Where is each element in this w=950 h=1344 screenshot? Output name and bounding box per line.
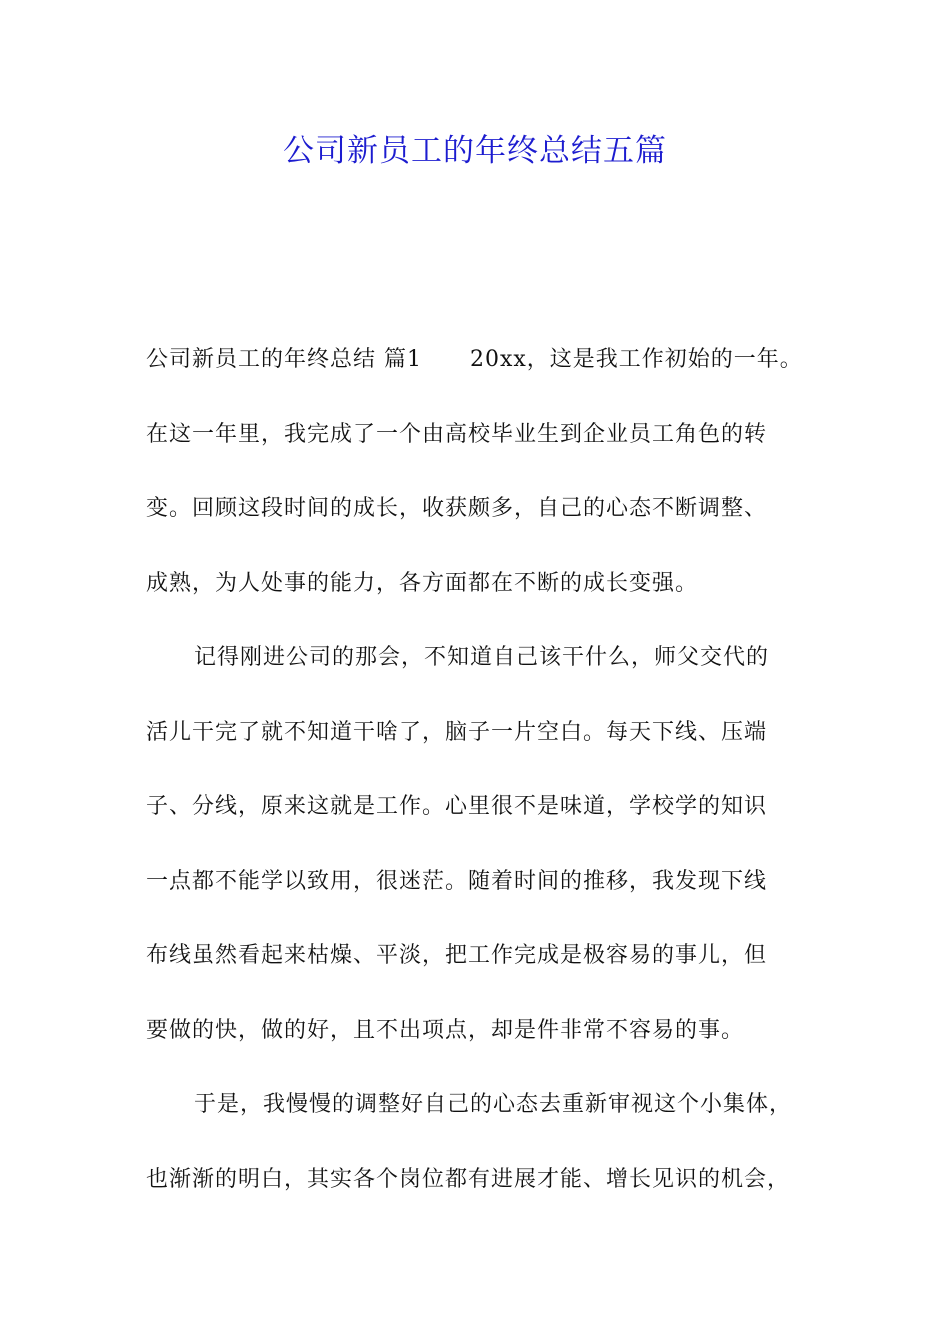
- paragraph-line-2: 在这一年里，我完成了一个由高校毕业生到企业员工角色的转: [146, 422, 768, 447]
- paragraph-line-1: [146, 343, 826, 377]
- paragraph-line-9: 布线虽然看起来枯燥、平淡，把工作完成是极容易的事儿，但: [146, 943, 768, 968]
- paragraph-line-10: 要做的快，做的好，且不出项点，却是件非常不容易的事。: [146, 1018, 745, 1043]
- section-heading: 公司新员工的年终总结 篇1: [146, 347, 422, 372]
- paragraph-line-11: 于是，我慢慢的调整好自己的心态去重新审视这个小集体，: [194, 1092, 793, 1117]
- paragraph-text: 20xx，这是我工作初始的一年。: [470, 347, 803, 372]
- paragraph-line-5: 记得刚进公司的那会，不知道自己该干什么，师父交代的: [194, 645, 770, 670]
- document-title: 公司新员工的年终总结五篇: [283, 133, 667, 169]
- paragraph-line-6: 活儿干完了就不知道干啥了，脑子一片空白。每天下线、压端: [146, 720, 768, 745]
- paragraph-line-12: 也渐渐的明白，其实各个岗位都有进展才能、增长见识的机会，: [146, 1167, 791, 1192]
- paragraph-line-3: 变。回顾这段时间的成长，收获颇多，自己的心态不断调整、: [146, 496, 768, 521]
- paragraph-line-8: 一点都不能学以致用，很迷茫。随着时间的推移，我发现下线: [146, 869, 768, 894]
- paragraph-line-4: 成熟，为人处事的能力，各方面都在不断的成长变强。: [146, 571, 699, 596]
- paragraph-line-7: 子、分线，原来这就是工作。心里很不是味道，学校学的知识: [146, 794, 768, 819]
